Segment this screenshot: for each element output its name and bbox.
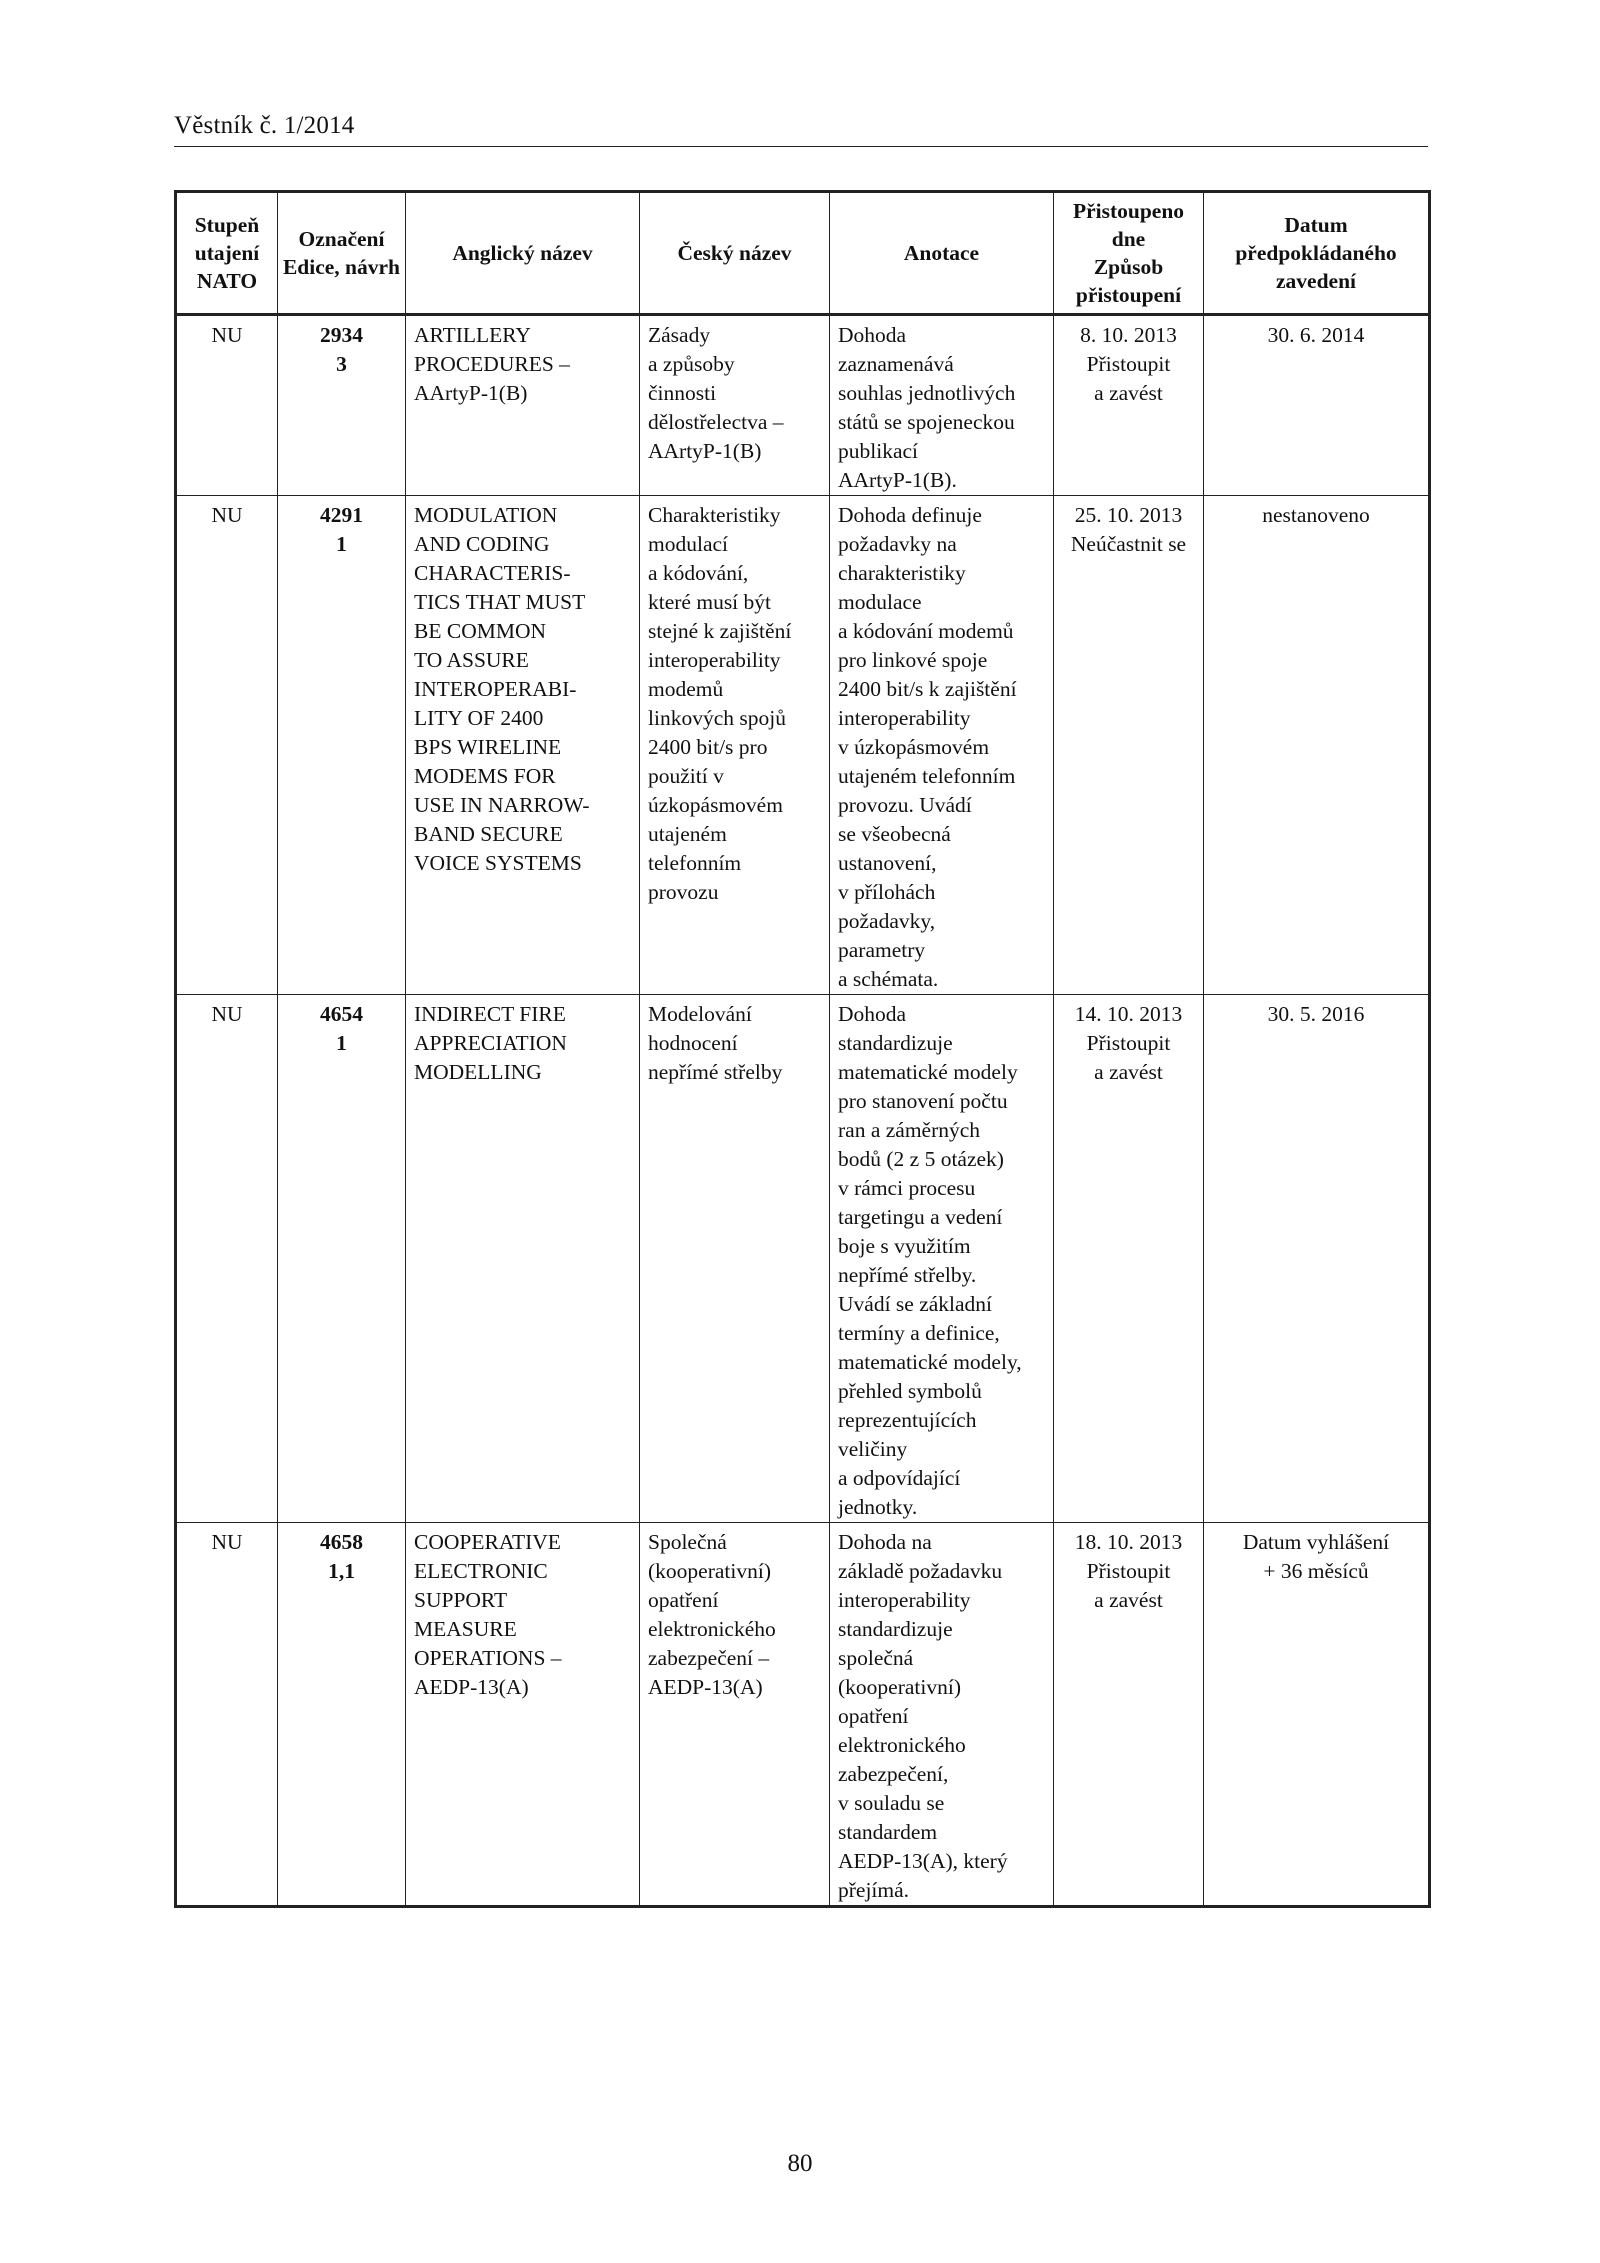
running-title: Věstník č. 1/2014 xyxy=(174,112,355,139)
cell-implementation-date: 30. 5. 2016 xyxy=(1204,995,1430,1523)
cell-czech-title: Modelování hodnocení nepřímé střelby xyxy=(640,995,830,1523)
standards-table xyxy=(174,190,1431,1908)
col-header-annotation: Anotace xyxy=(830,192,1054,315)
table-row xyxy=(176,496,1430,995)
cell-implementation-date: 30. 6. 2014 xyxy=(1204,315,1430,496)
cell-designation: 4658 1,1 xyxy=(278,1523,406,1907)
header-rule xyxy=(174,146,1428,147)
cell-czech-title: Společná (kooperativní) opatření elektronického zabezpečení – AEDP-13(A) xyxy=(640,1523,830,1907)
cell-designation: 4291 1 xyxy=(278,496,406,995)
col-header-czech-title: Český název xyxy=(640,192,830,315)
cell-czech-title: Charakteristiky modulací a kódování, které musí být stejné k zajištění interoperability modemů linkových spojů 2400 bit/s pro použití v úzkopásmovém utajeném telefonním provozu xyxy=(640,496,830,995)
col-header-classification: Stupeň utajení NATO xyxy=(176,192,278,315)
cell-annotation: Dohoda definuje požadavky na charakteristiky modulace a kódování modemů pro linkové spoje 2400 bit/s k zajištění interoperability v úzkopásmovém utajeném telefonním provozu. Uvádí se všeobecná ustanovení, v přílohách požadavky, parametry a schémata. xyxy=(830,496,1054,995)
cell-english-title: ARTILLERY PROCEDURES – AArtyP-1(B) xyxy=(406,315,640,496)
table-row xyxy=(176,1523,1430,1907)
table-row xyxy=(176,315,1430,496)
page-number: 80 xyxy=(787,2150,813,2177)
cell-classification: NU xyxy=(176,1523,278,1907)
cell-accession: 14. 10. 2013 Přistoupit a zavést xyxy=(1054,995,1204,1523)
cell-implementation-date: Datum vyhlášení + 36 měsíců xyxy=(1204,1523,1430,1907)
cell-designation: 4654 1 xyxy=(278,995,406,1523)
cell-annotation: Dohoda zaznamenává souhlas jednotlivých států se spojeneckou publikací AArtyP-1(B). xyxy=(830,315,1054,496)
cell-english-title: MODULATION AND CODING CHARACTERIS- TICS THAT MUST BE COMMON TO ASSURE INTEROPERABI- LITY OF 2400 BPS WIRELINE MODEMS FOR USE IN NARROW- BAND SECURE VOICE SYSTEMS xyxy=(406,496,640,995)
cell-designation: 2934 3 xyxy=(278,315,406,496)
cell-classification: NU xyxy=(176,315,278,496)
cell-english-title: INDIRECT FIRE APPRECIATION MODELLING xyxy=(406,995,640,1523)
cell-classification: NU xyxy=(176,496,278,995)
cell-accession: 25. 10. 2013 Neúčastnit se xyxy=(1054,496,1204,995)
cell-annotation: Dohoda standardizuje matematické modely pro stanovení počtu ran a záměrných bodů (2 z 5 otázek) v rámci procesu targetingu a vedení boje s využitím nepřímé střelby. Uvádí se základní termíny a definice, matematické modely, přehled symbolů reprezentujících veličiny a odpovídající jednotky. xyxy=(830,995,1054,1523)
cell-czech-title: Zásady a způsoby činnosti dělostřelectva – AArtyP-1(B) xyxy=(640,315,830,496)
cell-english-title: COOPERATIVE ELECTRONIC SUPPORT MEASURE OPERATIONS – AEDP-13(A) xyxy=(406,1523,640,1907)
cell-accession: 8. 10. 2013 Přistoupit a zavést xyxy=(1054,315,1204,496)
table-row xyxy=(176,995,1430,1523)
col-header-english-title: Anglický název xyxy=(406,192,640,315)
col-header-designation: Označení Edice, návrh xyxy=(278,192,406,315)
cell-accession: 18. 10. 2013 Přistoupit a zavést xyxy=(1054,1523,1204,1907)
cell-classification: NU xyxy=(176,995,278,1523)
table-header-row xyxy=(176,192,1430,315)
cell-implementation-date: nestanoveno xyxy=(1204,496,1430,995)
col-header-accession: Přistoupeno dne Způsob přistoupení xyxy=(1054,192,1204,315)
cell-annotation: Dohoda na základě požadavku interoperability standardizuje společná (kooperativní) opatření elektronického zabezpečení, v souladu se standardem AEDP-13(A), který přejímá. xyxy=(830,1523,1054,1907)
col-header-implementation-date: Datum předpokládaného zavedení xyxy=(1204,192,1430,315)
